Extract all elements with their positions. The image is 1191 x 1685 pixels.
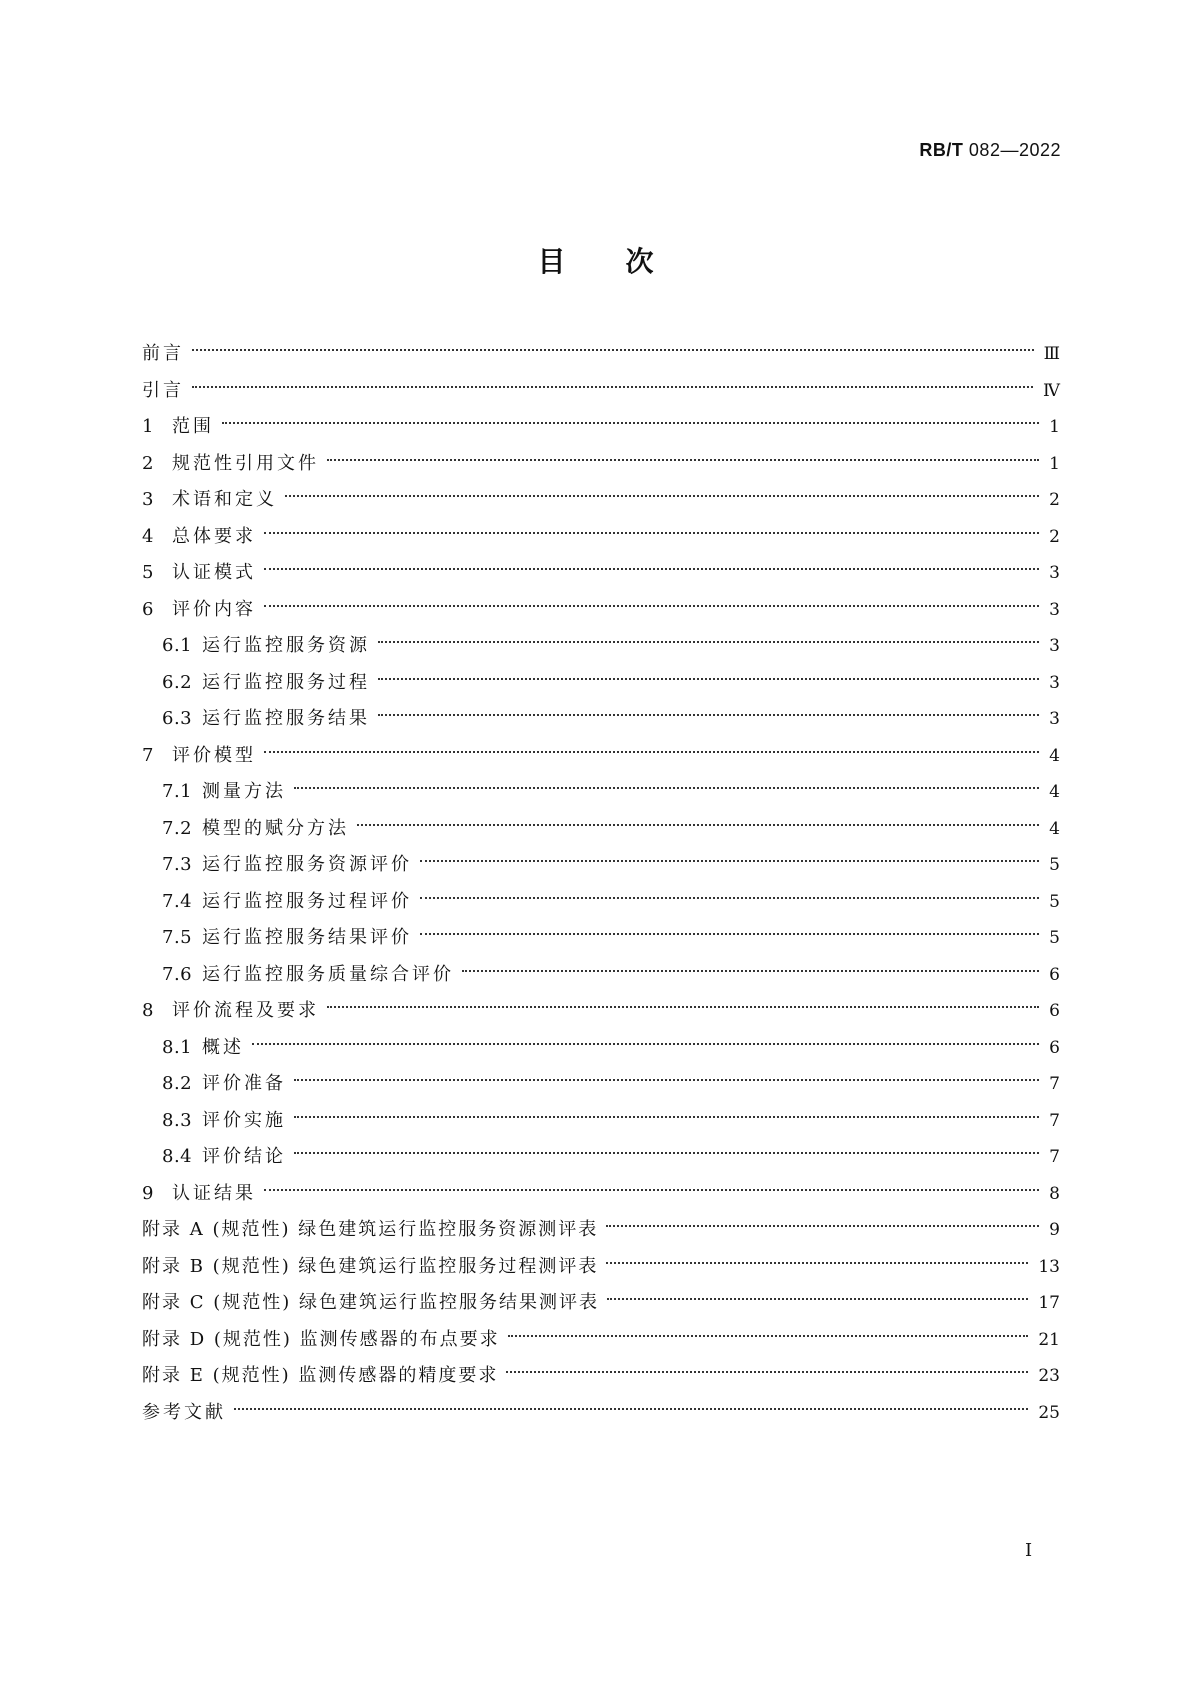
toc-entry-page: 3	[1049, 672, 1060, 693]
toc-entry-label: 评价模型	[172, 744, 256, 766]
toc-entry-number: 8.1	[162, 1036, 193, 1058]
toc-entry[interactable]	[142, 336, 1060, 373]
toc-entry[interactable]	[142, 1249, 1060, 1286]
toc-entry-label: 范围	[172, 416, 214, 437]
toc-entry-number: 8.3	[162, 1109, 193, 1131]
toc-entry-page: 9	[1049, 1220, 1060, 1240]
toc-entry-number: 8	[142, 1000, 154, 1021]
toc-dot-leader	[264, 751, 1039, 753]
toc-entry-page: 6	[1049, 964, 1060, 985]
toc-entry[interactable]	[142, 482, 1060, 519]
toc-entry-page: 4	[1049, 818, 1060, 839]
toc-dot-leader	[357, 824, 1039, 826]
document-code-number: 082—2022	[963, 140, 1061, 160]
toc-dot-leader	[462, 970, 1039, 972]
toc-dot-leader	[234, 1408, 1028, 1410]
toc-entry[interactable]	[142, 665, 1060, 702]
toc-entry-number: 7.3	[162, 854, 193, 875]
toc-entry-number: 7	[142, 744, 154, 766]
toc-entry-label: 附录 C (规范性) 绿色建筑运行监控服务结果测评表	[142, 1292, 599, 1313]
toc-entry-label: 认证模式	[172, 562, 256, 583]
toc-entry-label: 测量方法	[202, 781, 286, 802]
toc-entry-label: 模型的赋分方法	[202, 817, 349, 839]
toc-entry-page: 3	[1049, 599, 1060, 620]
toc-entry-page: 6	[1049, 1001, 1060, 1021]
toc-entry-page: Ⅲ	[1043, 344, 1060, 364]
toc-dot-leader	[285, 495, 1039, 497]
toc-dot-leader	[378, 714, 1039, 716]
toc-entry-number: 3	[142, 489, 154, 510]
toc-entry-label: 附录 E (规范性) 监测传感器的精度要求	[142, 1365, 499, 1386]
toc-entry[interactable]	[142, 738, 1060, 775]
page-title: 目次	[537, 245, 714, 278]
toc-entry-label: 运行监控服务资源评价	[202, 854, 412, 875]
toc-entry[interactable]	[142, 774, 1060, 811]
toc-entry-number: 8.2	[162, 1073, 193, 1094]
toc-entry-number: 7.2	[162, 817, 193, 839]
toc-entry-label: 运行监控服务结果评价	[202, 927, 412, 948]
toc-entry-number: 6.1	[162, 635, 193, 656]
toc-entry[interactable]	[142, 373, 1060, 410]
toc-dot-leader	[420, 897, 1039, 899]
toc-dot-leader	[252, 1043, 1039, 1045]
toc-entry-number: 6.2	[162, 671, 193, 693]
toc-entry[interactable]	[142, 1176, 1060, 1213]
toc-entry[interactable]	[142, 1139, 1060, 1176]
toc-entry[interactable]	[142, 847, 1060, 884]
toc-dot-leader	[606, 1262, 1028, 1264]
toc-entry-number: 7.5	[162, 927, 193, 948]
toc-entry[interactable]	[142, 1358, 1060, 1395]
toc-entry-label: 附录 A (规范性) 绿色建筑运行监控服务资源测评表	[142, 1219, 599, 1240]
page-number: I	[1025, 1540, 1033, 1561]
toc-entry-number: 6	[142, 598, 154, 620]
toc-entry-page: 7	[1049, 1147, 1060, 1167]
table-of-contents	[142, 336, 1060, 1431]
toc-entry-number: 4	[142, 525, 154, 547]
toc-entry-label: 前言	[142, 343, 184, 364]
toc-entry-number: 9	[142, 1182, 154, 1204]
toc-entry-number: 7.4	[162, 890, 193, 912]
toc-entry[interactable]	[142, 811, 1060, 848]
toc-entry-page: 13	[1038, 1256, 1060, 1277]
toc-entry[interactable]	[142, 1103, 1060, 1140]
toc-entry[interactable]	[142, 1322, 1060, 1359]
toc-dot-leader	[294, 787, 1039, 789]
toc-dot-leader	[264, 1189, 1039, 1191]
toc-entry-label: 附录 B (规范性) 绿色建筑运行监控服务过程测评表	[142, 1255, 599, 1277]
toc-entry-page: 5	[1049, 928, 1060, 948]
toc-entry[interactable]	[142, 1395, 1060, 1432]
toc-entry-label: 运行监控服务质量综合评价	[202, 963, 454, 985]
toc-dot-leader	[508, 1335, 1029, 1337]
toc-entry[interactable]	[142, 884, 1060, 921]
toc-entry[interactable]	[142, 555, 1060, 592]
toc-entry-page: 3	[1049, 563, 1060, 583]
toc-entry-page: 17	[1038, 1293, 1060, 1313]
toc-entry-page: 25	[1038, 1402, 1060, 1423]
toc-entry-label: 运行监控服务过程	[202, 671, 370, 693]
toc-entry-label: 总体要求	[172, 525, 256, 547]
toc-dot-leader	[192, 386, 1033, 388]
toc-dot-leader	[378, 641, 1039, 643]
toc-entry[interactable]	[142, 993, 1060, 1030]
toc-dot-leader	[378, 678, 1039, 680]
toc-entry-page: 5	[1049, 855, 1060, 875]
toc-dot-leader	[606, 1225, 1039, 1227]
toc-entry-page: 3	[1049, 636, 1060, 656]
toc-entry-label: 规范性引用文件	[172, 452, 319, 474]
toc-dot-leader	[264, 532, 1039, 534]
toc-entry-label: 运行监控服务结果	[202, 708, 370, 729]
toc-entry-number: 5	[142, 562, 154, 583]
toc-entry-label: 评价结论	[202, 1146, 286, 1167]
toc-entry-label: 术语和定义	[172, 489, 277, 510]
document-code	[919, 140, 1061, 161]
toc-dot-leader	[222, 422, 1039, 424]
toc-entry[interactable]	[142, 409, 1060, 446]
toc-entry-label: 运行监控服务资源	[202, 635, 370, 656]
toc-entry[interactable]	[142, 1212, 1060, 1249]
document-code-prefix: RB/T	[919, 140, 964, 160]
toc-entry-page: 7	[1049, 1074, 1060, 1094]
toc-entry-label: 引言	[142, 379, 184, 401]
toc-entry-page: 8	[1049, 1183, 1060, 1204]
toc-entry-page: 7	[1049, 1110, 1060, 1131]
toc-entry[interactable]	[142, 701, 1060, 738]
toc-entry[interactable]	[142, 1285, 1060, 1322]
toc-entry-label: 附录 D (规范性) 监测传感器的布点要求	[142, 1328, 500, 1350]
toc-entry-label: 运行监控服务过程评价	[202, 890, 412, 912]
toc-dot-leader	[294, 1152, 1039, 1154]
toc-entry-page: 21	[1038, 1329, 1060, 1350]
toc-entry[interactable]	[142, 920, 1060, 957]
toc-dot-leader	[294, 1116, 1039, 1118]
toc-entry[interactable]	[142, 519, 1060, 556]
toc-dot-leader	[607, 1298, 1028, 1300]
toc-entry-page: 3	[1049, 709, 1060, 729]
toc-entry[interactable]	[142, 446, 1060, 483]
toc-entry[interactable]	[142, 1030, 1060, 1067]
toc-entry-page: 2	[1049, 490, 1060, 510]
toc-entry-number: 7.6	[162, 963, 193, 985]
toc-dot-leader	[420, 860, 1039, 862]
toc-entry[interactable]	[142, 628, 1060, 665]
toc-dot-leader	[264, 605, 1039, 607]
toc-entry-number: 6.3	[162, 708, 193, 729]
toc-entry-number: 7.1	[162, 781, 193, 802]
toc-entry-page: 1	[1049, 453, 1060, 474]
toc-entry-number: 2	[142, 452, 154, 474]
toc-entry-page: 23	[1038, 1366, 1060, 1386]
toc-dot-leader	[192, 349, 1034, 351]
toc-entry-number: 1	[142, 416, 154, 437]
toc-entry-label: 评价准备	[202, 1073, 286, 1094]
toc-entry-page: 4	[1049, 782, 1060, 802]
toc-entry[interactable]	[142, 1066, 1060, 1103]
toc-dot-leader	[506, 1371, 1028, 1373]
toc-entry-page: 6	[1049, 1037, 1060, 1058]
toc-entry-page: 1	[1049, 417, 1060, 437]
toc-dot-leader	[327, 459, 1039, 461]
toc-entry-page: 4	[1049, 745, 1060, 766]
toc-entry-number: 8.4	[162, 1146, 193, 1167]
toc-entry-label: 参考文献	[142, 1401, 226, 1423]
toc-dot-leader	[327, 1006, 1039, 1008]
toc-dot-leader	[294, 1079, 1039, 1081]
toc-entry-label: 认证结果	[172, 1182, 256, 1204]
toc-entry-page: Ⅳ	[1043, 380, 1060, 401]
toc-entry[interactable]	[142, 957, 1060, 994]
toc-entry-label: 评价流程及要求	[172, 1000, 319, 1021]
toc-entry-page: 2	[1049, 526, 1060, 547]
toc-entry-label: 概述	[202, 1036, 244, 1058]
toc-dot-leader	[420, 933, 1039, 935]
toc-entry-label: 评价实施	[202, 1109, 286, 1131]
toc-entry[interactable]	[142, 592, 1060, 629]
toc-dot-leader	[264, 568, 1039, 570]
toc-entry-page: 5	[1049, 891, 1060, 912]
toc-entry-label: 评价内容	[172, 598, 256, 620]
